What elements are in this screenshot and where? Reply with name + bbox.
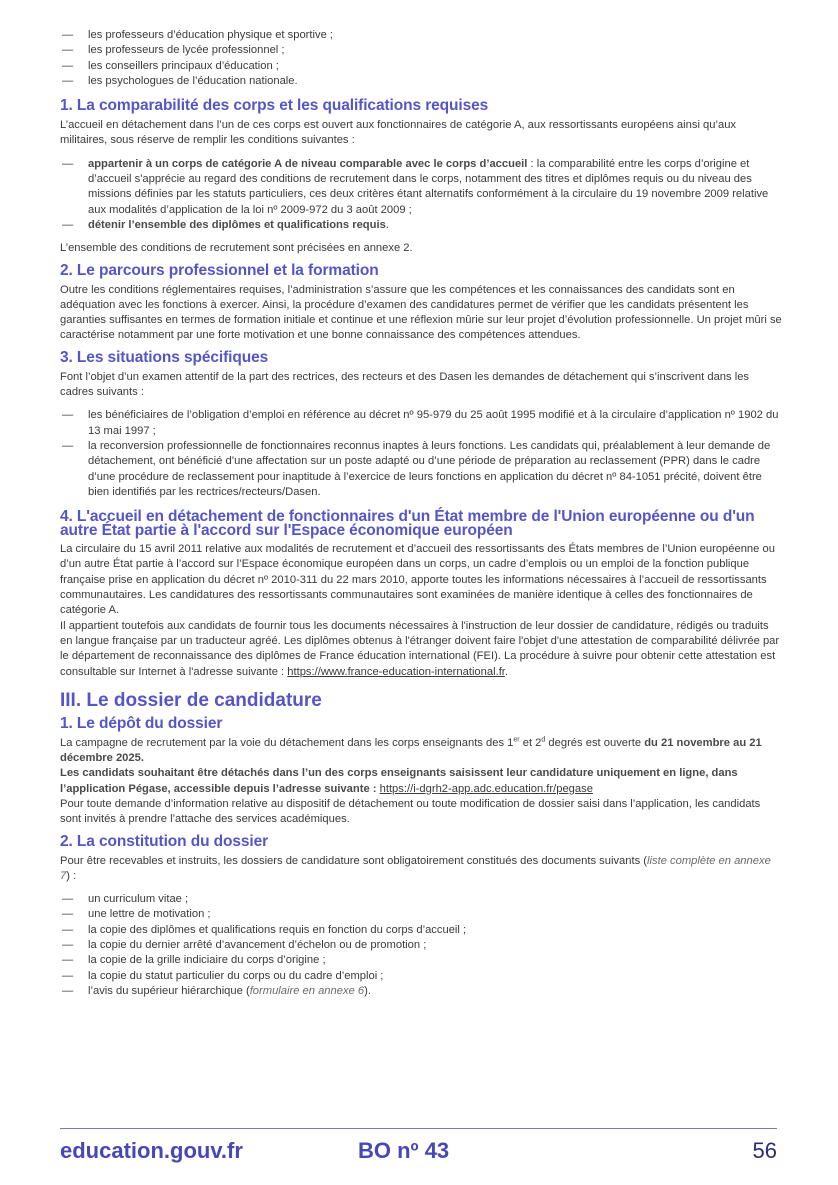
page-number: 56 [752,1138,777,1163]
dash-bullet: — [62,969,74,982]
dash-bullet: — [62,44,74,57]
section4-body2-text: Il appartient toutefois aux candidats de fournir tous les documents nécessaires à l'instruction de leur dossier de candidature, rédigés ou traduits en langue française par un traducteur agréé. Les diplômes obtenus à l'étranger doivent faire l'objet d'une attestation de comparabilité délivrée par le département de reconnaissance des diplômes de France éducation international (FEI). La procédure à suivre pour obtenir cette attestation est consultable sur Internet à l'adresse suivante : [60,619,780,678]
dash-bullet: — [62,29,74,41]
depot-paragraph-3: Pour toute demande d’information relative au dispositif de détachement ou toute modification de dossier saisi dans l’application, les candidats sont invités à prendre l’attache des services académiques. [60,797,761,826]
section4-body1: La circulaire du 15 avril 2011 relative aux modalités de recrutement et d’accueil des ressortissants des États membres de l’Union européenne ou d’un autre État partie à l’accord sur l’Espace économique européen dans un corps, un cadre d’emplois ou un emploi de la fonction publique française prise en application du décret nº 2010-311 du 22 mars 2010, apporte toutes les informations nécessaires à l’accueil de ressortissants communautaires. Les candidatures des ressortissants communautaires sont examinées de manière identique à celles des fonctionnaires de catégorie A. [60,543,775,617]
list-item [60,923,782,938]
list-item-text: les conseillers principaux d’éducation ; [88,59,279,72]
list-item [60,984,782,999]
annex-reference: formulaire en annexe 6 [249,984,365,997]
list-item-text: l’avis du supérieur hiérarchique ( [88,984,250,997]
text: et 2 [519,736,542,749]
dash-bullet: — [62,439,74,452]
text: degrés est ouverte [545,736,645,749]
list-item [60,43,782,58]
depot-paragraph-1 [60,736,782,767]
list-item-text: les professeurs de lycée professionnel ; [88,44,285,57]
list-item-text: un curriculum vitae ; [88,893,189,906]
list-item-text: la reconversion professionnelle de fonctionnaires reconnus inaptes à leurs fonctions. Les candidats qui, préalablement à leur demande de détachement, ont bénéficié d’une affectation sur un poste adapté ou d’une période de préparation au reclassement (PPR) dans le cadre d’une procédure de reclassement pour inaptitude à l’exercice de leurs fonctions en application du décret nº 84-1051 précité, doivent être bien identifiés par les rectrices/recteurs/Dasen. [88,439,771,498]
list-item-text: la copie du statut particulier du corps ou du cadre d’emploi ; [88,969,384,982]
pegase-instruction: Les candidats souhaitant être détachés dans l’un des corps enseignants saisissent leur candidature uniquement en ligne, dans l’application Pégase, accessible depuis l’adresse suivante : [60,767,738,795]
list-item [60,74,782,89]
list-item [60,157,782,218]
documents-list [60,892,782,999]
superscript: er [513,736,520,744]
text: ) : [66,869,77,882]
annex-reference: liste complète en annexe 7 [60,854,771,882]
page-footer [60,1138,777,1170]
section4-body2 [60,619,782,680]
list-item-text: les psychologues de l’éducation nationale. [88,74,298,87]
punctuation: . [504,665,509,678]
section-heading-depot: 1. Le dépôt du dossier [60,714,223,732]
text: Pour être recevables et instruits, les dossiers de candidature sont obligatoirement constitués des documents suivants ( [60,854,648,867]
footer-site-name: education.gouv.fr [60,1138,243,1163]
section-heading-constitution: 2. La constitution du dossier [60,832,269,850]
condition-bold: détenir l’ensemble des diplômes et qualifications requis [88,218,386,231]
dash-bullet: — [62,908,74,921]
condition-text: : la comparabilité entre les corps d’origine et d’accueil s'apprécie au regard des conditions de recrutement dans le corps, notamment des titres et diplômes requis ou du niveau des missions définies par les statuts particuliers, ces deux critères étant alternatifs conformément à la circulaire du 19 novembre 2009 relative aux modalités d’application de la loi nº 2009-972 du 3 août 2009 ; [88,157,769,216]
constitution-intro [60,854,782,885]
list-item [60,892,782,907]
section-heading-parcours: 2. Le parcours professionnel et la formation [60,261,379,279]
fei-link[interactable]: https://www.france-education-international.fr [287,665,505,678]
list-item-text: une lettre de motivation ; [88,908,211,921]
section3-list [60,408,782,500]
section-heading-situations: 3. Les situations spécifiques [60,348,269,366]
dash-bullet: — [62,939,74,952]
dash-bullet: — [62,74,74,87]
footer-divider [60,1128,777,1129]
list-item [60,218,782,233]
section1-intro: L’accueil en détachement dans l’un de ces corps est ouvert aux fonctionnaires de catégorie A, aux ressortissants européens ainsi qu’aux militaires, sous réserve de remplir les conditions suivantes : [60,119,737,147]
campaign-dates: du 21 novembre au 21 décembre 2025. [60,736,762,765]
dash-bullet: — [62,954,74,967]
section3-intro: Font l’objet d’un examen attentif de la part des rectrices, des recteurs et des Dasen les demandes de détachement qui s’inscrivent dans les cadres suivants : [60,370,750,399]
list-item [60,439,782,500]
list-item-text: la copie de la grille indiciaire du corps d’origine ; [88,954,326,967]
list-item [60,938,782,953]
list-item-text: les professeurs d’éducation physique et sportive ; [88,29,334,41]
dash-bullet: — [62,218,74,231]
section1-outro: L’ensemble des conditions de recrutement sont précisées en annexe 2. [60,242,413,255]
superscript: d [541,736,546,744]
list-item [60,408,782,439]
dash-bullet: — [62,409,74,422]
dash-bullet: — [62,157,74,170]
list-item [60,969,782,984]
footer-bulletin-number: BO nº 43 [358,1138,450,1163]
list-item [60,907,782,922]
section2-body: Outre les conditions réglementaires requises, l’administration s’assure que les compétences et les connaissances des candidats sont en adéquation avec les fonctions à exercer. Ainsi, la procédure d’examen des candidatures permet de vérifier que les candidats présentent les garanties suffisantes en termes de formation initiale et continue et une réflexion mûrie sur leur projet d’évolution professionnelle. Un projet mûri se caractérise notamment par une forte motivation et une bonne connaissance des compétences attendues. [60,283,782,342]
condition-bold: appartenir à un corps de catégorie A de niveau comparable avec le corps d’accueil [88,157,528,170]
pegase-link[interactable]: https://i-dgrh2-app.adc.education.fr/pegase [379,782,593,795]
section-heading-comparabilite: 1. La comparabilité des corps et les qualifications requises [60,97,489,115]
depot-paragraph-2 [60,766,782,797]
dash-bullet: — [62,893,74,906]
dash-bullet: — [62,923,74,936]
list-item [60,953,782,968]
list-item [60,28,782,43]
text: La campagne de recrutement par la voie du détachement dans les corps enseignants des 1 [60,736,514,749]
intro-list [60,28,782,89]
list-item-text: la copie du dernier arrêté d’avancement d’échelon ou de promotion ; [88,939,427,952]
dash-bullet: — [62,984,74,997]
list-item [60,59,782,74]
list-item-text: la copie des diplômes et qualifications requis en fonction du corps d’accueil ; [88,923,467,936]
condition-text: . [385,218,389,231]
dash-bullet: — [62,59,74,72]
part-heading-dossier: III. Le dossier de candidature [60,689,322,711]
list-item-text: les bénéficiaires de l’obligation d’emploi en référence au décret nº 95-979 du 25 août 1995 modifié et à la circulaire d’application nº 1902 du 13 mai 1997 ; [88,409,779,437]
section-heading-union-europeenne: 4. L'accueil en détachement de fonctionnaires d'un État membre de l'Union européenne ou d'un autre État partie à l'accord sur l'Espace économique européen [60,508,755,540]
document-page [60,28,782,999]
section1-conditions-list [60,157,782,233]
text: ). [364,984,371,997]
